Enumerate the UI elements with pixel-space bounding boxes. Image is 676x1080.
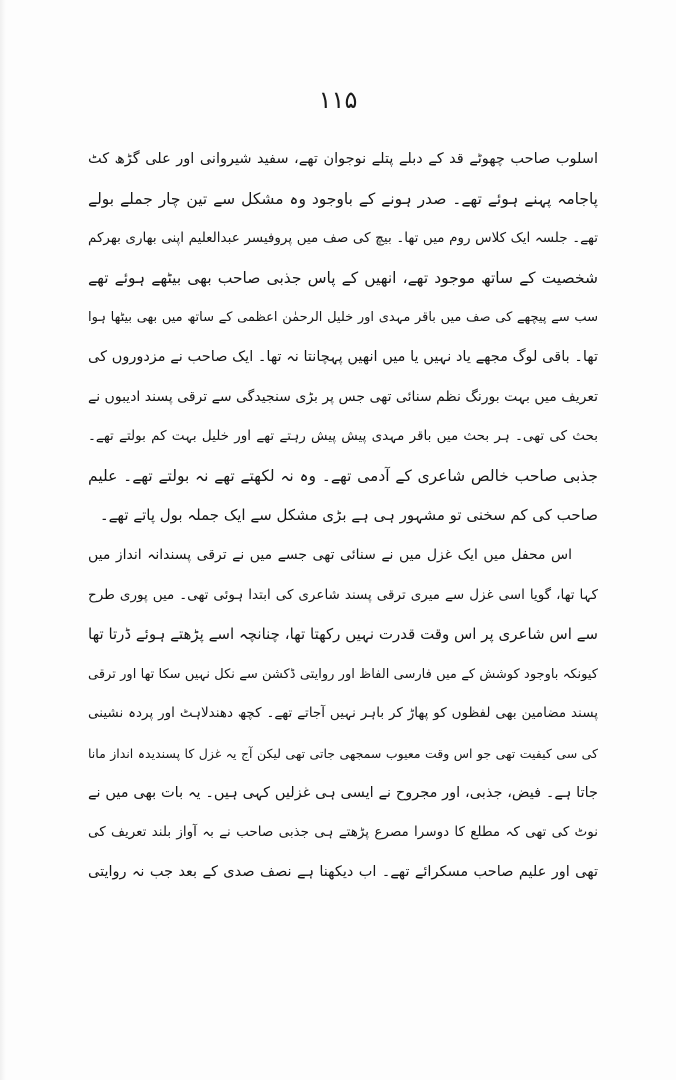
- text-line: جذبی صاحب خالص شاعری کے آدمی تھے۔ وہ نہ لکھتے تھے نہ بولتے تھے۔ علیم: [88, 466, 598, 485]
- text-line: جاتا ہے۔ فیض، جذبی، اور مجروح نے ایسی ہی غزلیں کہی ہیں۔ یہ بات بھی میں نے: [88, 784, 598, 801]
- text-line: اس محفل میں ایک غزل میں نے سنائی تھی جسے میں نے ترقی پسندانہ انداز میں: [88, 546, 572, 563]
- text-line: صاحب کی کم سخنی تو مشہور ہی ہے بڑی مشکل سے ایک جملہ بول پاتے تھے۔: [99, 506, 598, 525]
- text-line: بحث کی تھی۔ ہر بحث میں باقر مہدی پیش پیش رہتے تھے اور خلیل بہت کم بولتے تھے۔: [88, 428, 598, 445]
- text-line: سے اس شاعری پر اس وقت قدرت نہیں رکھتا تھا، چنانچہ اسے پڑھتے ہوئے ڈرتا تھا: [88, 625, 598, 644]
- text-line: کہا تھا، گویا اسی غزل سے میری ترقی پسند شاعری کی ابتدا ہوئی تھی۔ میں پوری طرح: [88, 586, 598, 603]
- text-line: تھی اور علیم صاحب مسکرائے تھے۔ اب دیکھنا ہے نصف صدی کے بعد جب نہ روایتی: [88, 863, 598, 880]
- text-line: اسلوب صاحب چھوٹے قد کے دبلے پتلے نوجوان تھے، سفید شیروانی اور علی گڑھ کٹ: [88, 151, 598, 167]
- text-line: سب سے پیچھے کی صف میں باقر مہدی اور خلیل الرحمٰن اعظمی کے ساتھ میں بھی بیٹھا ہوا: [88, 310, 598, 326]
- text-line: پسند مضامین بھی لفظوں کو پھاڑ کر باہر نہیں آجاتے تھے۔ کچھ دھندلاہٹ اور پردہ نشینی: [88, 705, 598, 722]
- text-line: کی سی کیفیت تھی جو اس وقت معیوب سمجھی جاتی تھی لیکن آج یہ غزل کا پسندیدہ انداز مانا: [88, 745, 598, 761]
- page-number: ۱۱۵: [318, 86, 358, 114]
- text-line: پاجامہ پہنے ہوئے تھے۔ صدر ہونے کے باوجود وہ مشکل سے تین چار جملے بولے: [88, 189, 598, 208]
- text-line: نوٹ کی تھی کہ مطلع کا دوسرا مصرع پڑھتے ہی جذبی صاحب نے بہ آواز بلند تعریف کی: [88, 824, 598, 841]
- text-line: تھے۔ جلسہ ایک کلاس روم میں تھا۔ بیچ کی صف میں پروفیسر عبدالعلیم اپنی بھاری بھرکم: [88, 230, 598, 247]
- text-line: کیونکہ باوجود کوشش کے میں فارسی الفاظ اور روایتی ڈکشن سے نکل نہیں سکا تھا اور ترقی: [88, 666, 598, 682]
- body-text: [88, 140, 598, 892]
- text-line: شخصیت کے ساتھ موجود تھے، انھیں کے پاس جذبی صاحب بھی بیٹھے ہوئے تھے: [88, 268, 598, 287]
- text-line: تعریف میں بہت بورنگ نظم سنائی تھی جس پر بڑی سنجیدگی سے ترقی پسند ادیبوں نے: [88, 388, 598, 405]
- scan-edge: [0, 0, 6, 1080]
- text-line: تھا۔ باقی لوگ مجھے یاد نہیں یا میں انھیں پہچانتا نہ تھا۔ ایک صاحب نے مزدوروں کی: [88, 348, 598, 365]
